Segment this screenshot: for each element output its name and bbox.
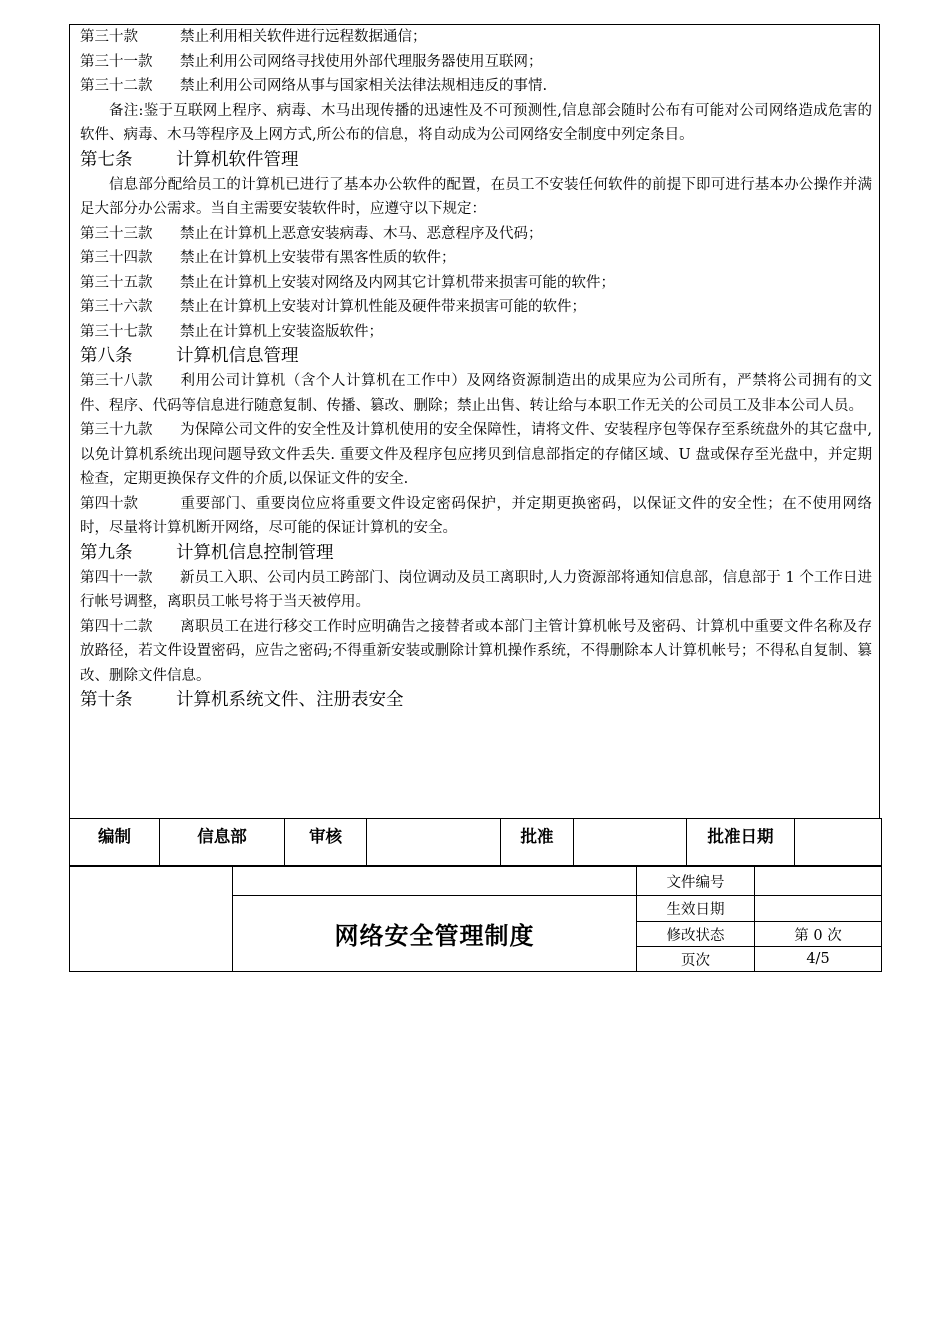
clause-number: 第三十一款 [80, 53, 153, 70]
article-title: 计算机信息控制管理 [176, 542, 334, 563]
clause-text: 禁止在计算机上安装盗版软件； [180, 323, 383, 340]
clause-text: 重要部门、重要岗位应将重要文件设定密码保护，并定期更换密码，以保证文件的安全性；在不使用网络时，尽量将计算机断开网络，尽可能的保证计算机的安全。 [80, 495, 872, 536]
page-number-value: 4/5 [755, 947, 882, 972]
article-title: 计算机软件管理 [176, 149, 299, 170]
clause-text: 禁止在计算机上安装对网络及内网其它计算机带来损害可能的软件； [180, 274, 615, 291]
article-number: 第十条 [80, 690, 133, 710]
approval-date-value [795, 819, 882, 866]
clause-35 [80, 271, 872, 296]
clause-41 [80, 566, 872, 615]
remark-paragraph: 备注:鉴于互联网上程序、病毒、木马出现传播的迅速性及不可预测性,信息部会随时公布有可能对公司网络造成危害的软件、病毒、木马等程序及上网方式,所公布的信息，将自动成为公司网络安全制度中列定条目。 [80, 102, 872, 143]
logo-cell [70, 867, 233, 972]
prepared-by-label: 编制 [70, 819, 160, 866]
clause-number: 第三十三款 [80, 225, 153, 242]
article-number: 第七条 [80, 149, 133, 170]
doc-number-label: 文件编号 [637, 867, 755, 896]
article-number: 第九条 [80, 542, 133, 563]
clause-number: 第三十七款 [80, 323, 153, 340]
clause-40 [80, 492, 872, 541]
clause-text: 新员工入职、公司内员工跨部门、岗位调动及员工离职时,人力资源部将通知信息部，信息部于 1 个工作日进行帐号调整，离职员工帐号将于当天被停用。 [80, 569, 872, 610]
revision-status-value: 第 0 次 [755, 922, 882, 947]
effective-date-value [755, 896, 882, 922]
clause-text: 禁止利用公司网络从事与国家相关法律法规相违反的事情. [180, 78, 548, 94]
clause-number: 第四十二款 [80, 618, 153, 635]
article-number: 第八条 [80, 346, 133, 366]
clause-text: 离职员工在进行移交工作时应明确告之接替者或本部门主管计算机帐号及密码、计算机中重要文件名称及存放路径，若文件设置密码，应告之密码;不得重新安装或删除计算机操作系统，不得删除本人计算机帐号；不得私自复制、篡改、删除文件信息。 [80, 618, 872, 684]
approved-by-value [574, 819, 687, 866]
article-10-heading [80, 688, 872, 713]
title-top-cell [233, 867, 637, 896]
clause-number: 第三十八款 [80, 373, 153, 389]
clause-34 [80, 246, 872, 271]
reviewed-by-value [367, 819, 501, 866]
approval-table [69, 818, 882, 866]
document-title: 网络安全管理制度 [233, 896, 637, 972]
document-control-table [69, 866, 882, 972]
clause-30 [80, 25, 872, 50]
clause-31 [80, 50, 872, 75]
article-8-heading [80, 344, 872, 369]
clause-text: 利用公司计算机（含个人计算机在工作中）及网络资源制造出的成果应为公司所有，严禁将公司拥有的文件、程序、代码等信息进行随意复制、传播、篡改、删除；禁止出售、转让给与本职工作无关的公司员工及非本公司人员。 [80, 373, 872, 414]
clause-number: 第四十款 [80, 495, 138, 512]
article-7-intro: 信息部分配给员工的计算机已进行了基本办公软件的配置，在员工不安装任何软件的前提下即可进行基本办公操作并满足大部分办公需求。当自主需要安装软件时，应遵守以下规定： [80, 176, 872, 217]
doc-number-value [755, 867, 882, 896]
clause-number: 第三十六款 [80, 299, 153, 315]
clause-text: 禁止在计算机上安装带有黑客性质的软件； [180, 250, 456, 266]
approval-row [70, 819, 882, 866]
clause-text: 禁止在计算机上恶意安装病毒、木马、恶意程序及代码； [180, 225, 543, 242]
article-title: 计算机信息管理 [176, 346, 299, 366]
clause-38 [80, 369, 872, 418]
approved-by-label: 批准 [501, 819, 574, 866]
page-number-label: 页次 [637, 947, 755, 972]
clause-number: 第四十一款 [80, 569, 153, 586]
clause-number: 第三十五款 [80, 274, 153, 291]
clause-number: 第三十二款 [80, 78, 153, 94]
clause-text: 禁止利用相关软件进行远程数据通信； [180, 29, 427, 45]
article-9-heading [80, 541, 872, 566]
article-title: 计算机系统文件、注册表安全 [176, 690, 404, 710]
clause-33 [80, 222, 872, 247]
clause-text: 禁止利用公司网络寻找使用外部代理服务器使用互联网； [180, 53, 543, 70]
article-7-heading [80, 148, 872, 173]
clause-number: 第三十九款 [80, 422, 153, 438]
clause-text: 禁止在计算机上安装对计算机性能及硬件带来损害可能的软件； [180, 299, 586, 315]
reviewed-by-label: 审核 [285, 819, 367, 866]
clause-text: 为保障公司文件的安全性及计算机使用的安全保障性，请将文件、安装程序包等保存至系统盘外的其它盘中, 以免计算机系统出现问题导致文件丢失. 重要文件及程序包应拷贝到信息部指定的存储区域、U 盘或保存至光盘中，并定期检查，定期更换保存文件的介质,以保证文件的安全. [80, 422, 872, 487]
clause-number: 第三十四款 [80, 250, 153, 266]
prepared-by-value: 信息部 [160, 819, 285, 866]
approval-date-label: 批准日期 [687, 819, 795, 866]
revision-status-label: 修改状态 [637, 922, 755, 947]
clause-42 [80, 615, 872, 689]
clause-37 [80, 320, 872, 345]
clause-36 [80, 295, 872, 320]
clause-32 [80, 74, 872, 99]
clause-number: 第三十款 [80, 29, 138, 45]
clause-39 [80, 418, 872, 492]
document-content [80, 25, 872, 713]
effective-date-label: 生效日期 [637, 896, 755, 922]
document-body-frame [69, 24, 880, 818]
